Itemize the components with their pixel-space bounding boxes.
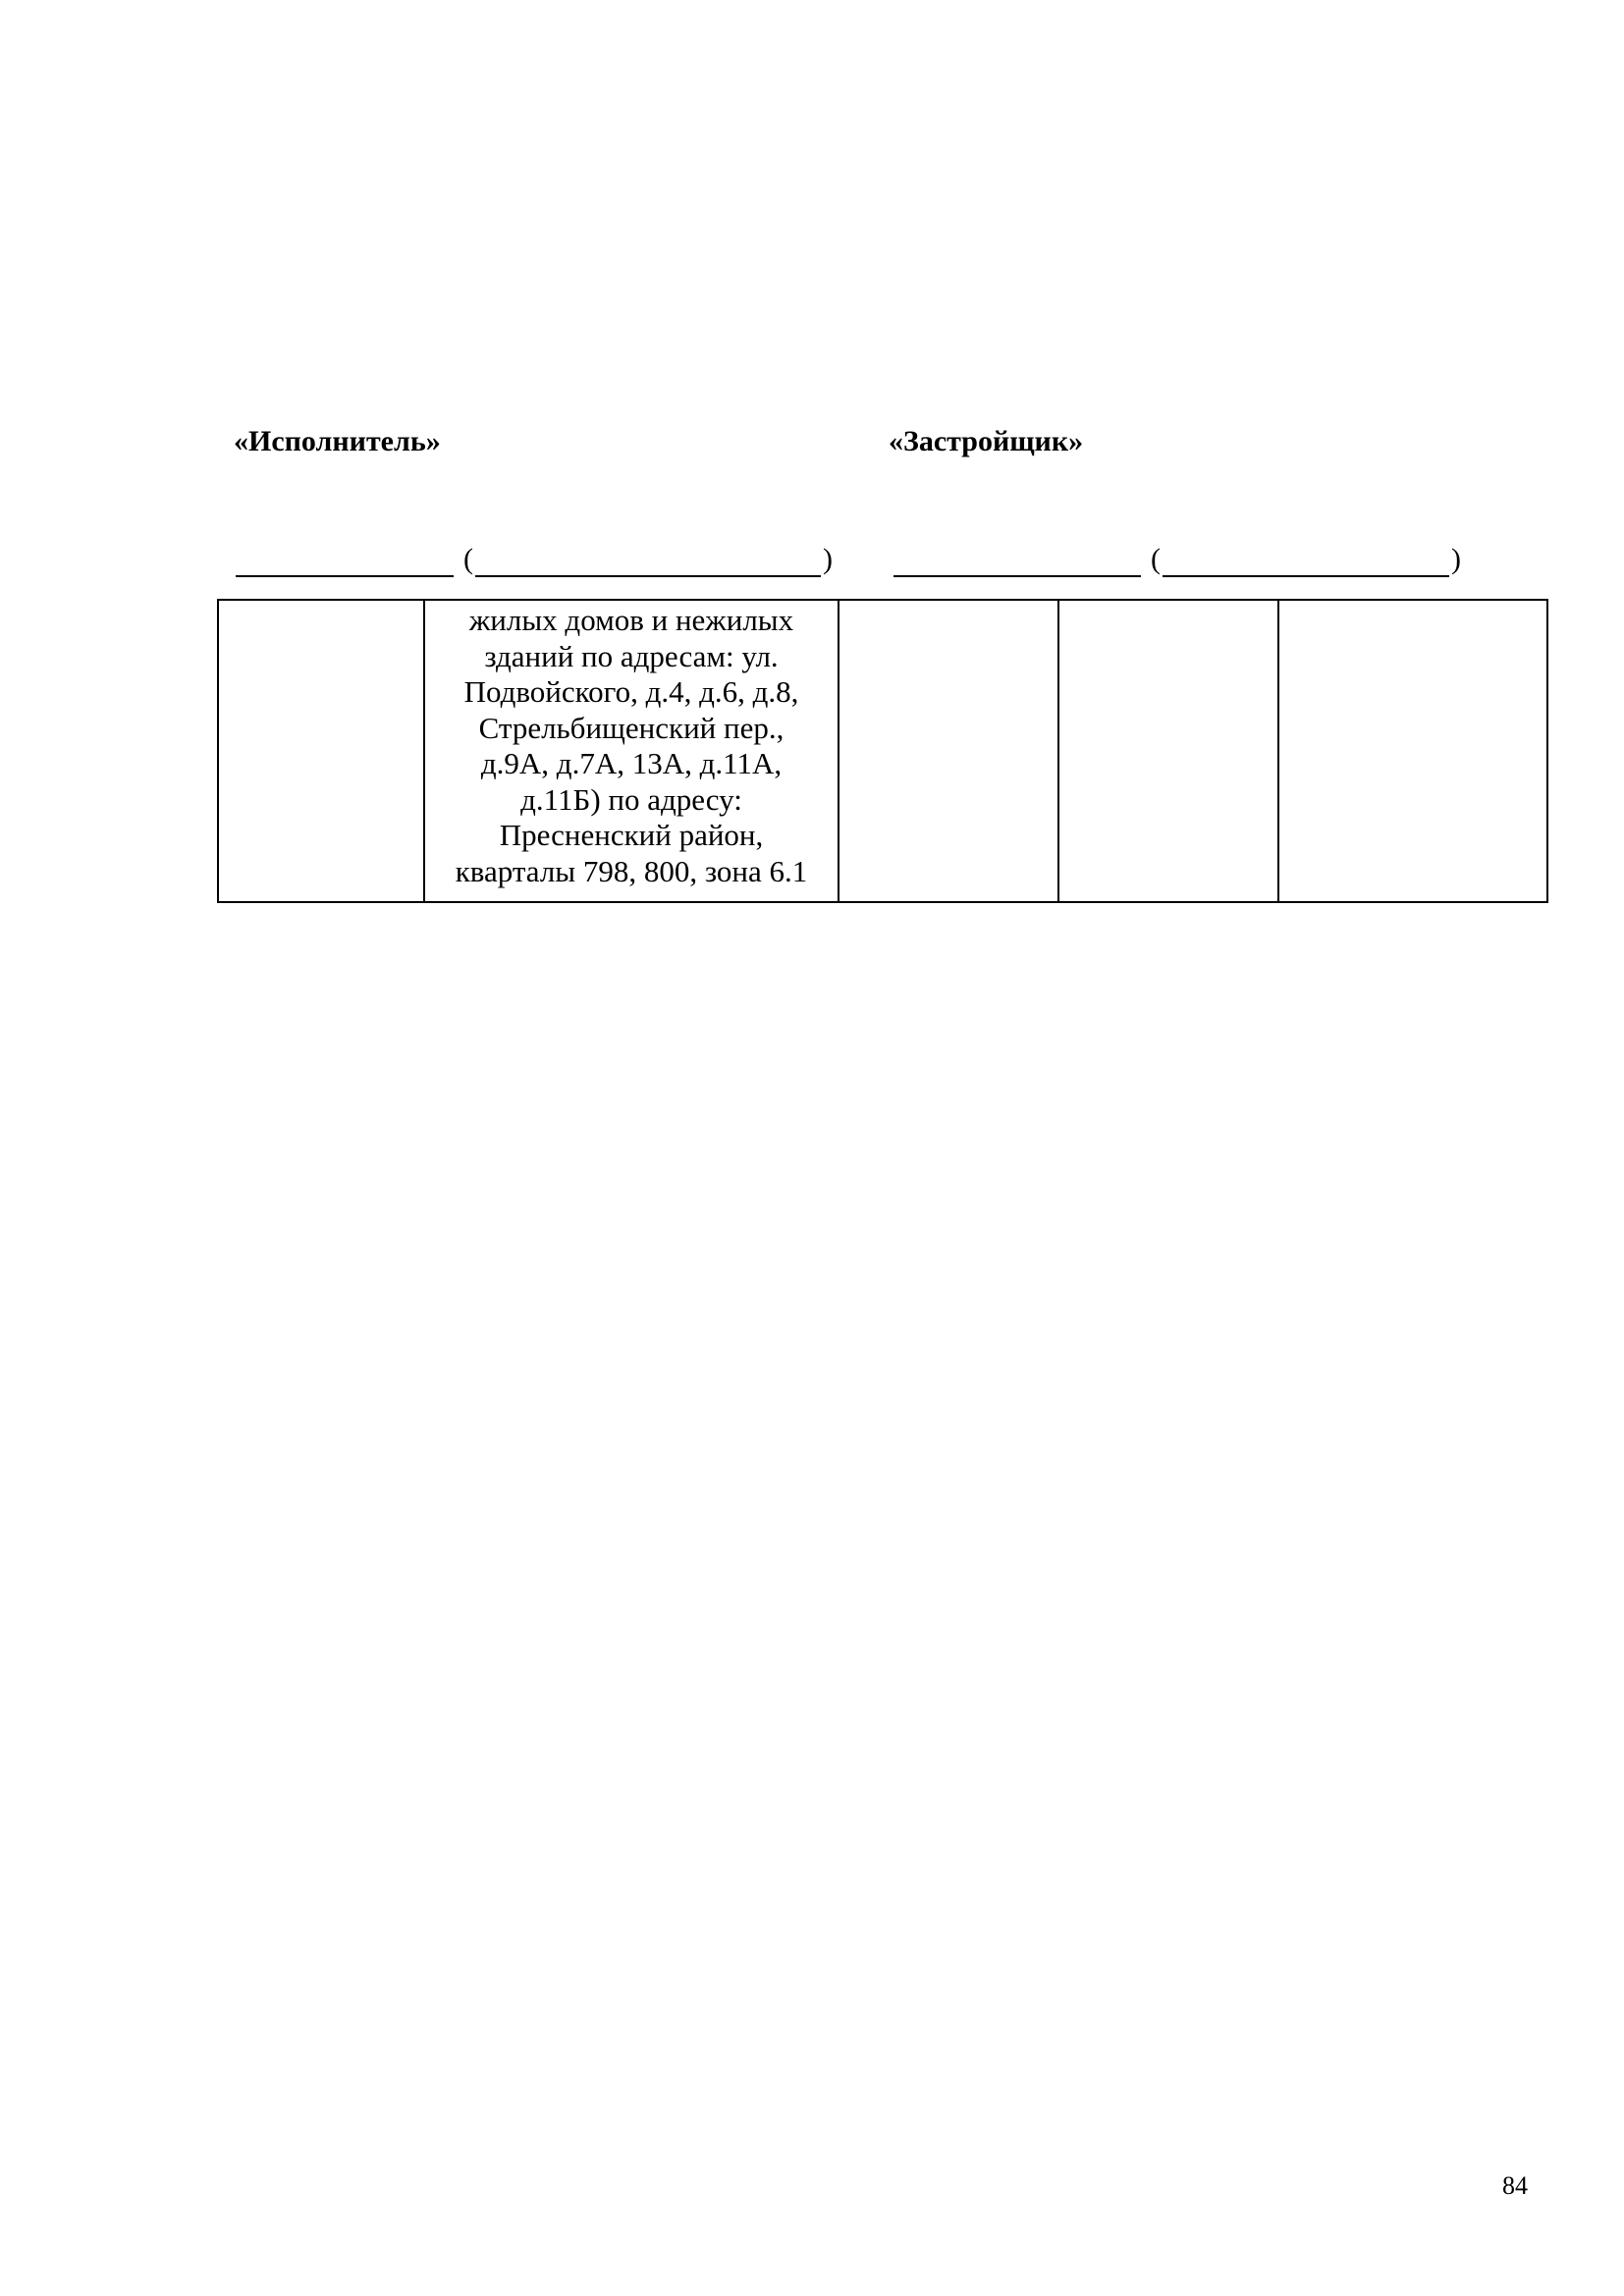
signature-line xyxy=(236,548,454,577)
close-paren: ) xyxy=(823,543,833,575)
open-paren: ( xyxy=(1151,543,1161,575)
table-cell xyxy=(839,600,1058,902)
signature-line xyxy=(893,548,1141,577)
page-number: 84 xyxy=(1502,2171,1528,2200)
table-cell xyxy=(1058,600,1278,902)
party-label-developer: «Застройщик» xyxy=(889,425,1084,457)
object-description: жилых домов и нежилых зданий по адресам: ул. Подвойского, д.4, д.6, д.8, Стрельбищенский пер., д.9А, д.7А, 13А, д.11А, д.11Б) по адресу: Пресненский район, кварталы 798, 800, зона 6.1 xyxy=(455,603,808,888)
table-cell-description xyxy=(424,600,839,902)
party-label-executor: «Исполнитель» xyxy=(234,425,441,457)
table-cell xyxy=(1278,600,1547,902)
name-line xyxy=(1163,548,1449,577)
signature-block-executor xyxy=(236,542,835,577)
works-table xyxy=(217,599,1548,903)
table-cell xyxy=(218,600,424,902)
close-paren: ) xyxy=(1451,543,1461,575)
open-paren: ( xyxy=(463,543,473,575)
name-line xyxy=(475,548,821,577)
signature-block-developer xyxy=(893,542,1463,577)
table-row xyxy=(218,600,1547,902)
